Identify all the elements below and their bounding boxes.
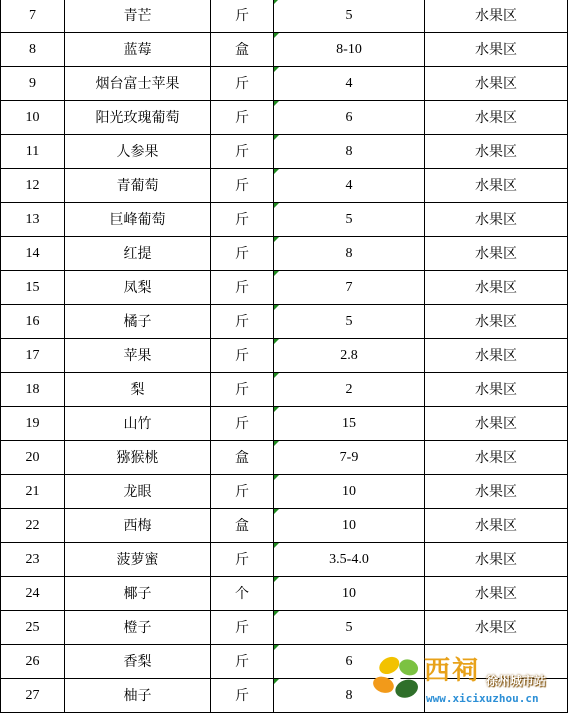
price-cell[interactable]: 5 — [274, 611, 425, 645]
price-cell[interactable]: 15 — [274, 407, 425, 441]
product-name-cell[interactable]: 红提 — [65, 237, 211, 271]
product-name-cell[interactable]: 苹果 — [65, 339, 211, 373]
product-name-cell[interactable]: 龙眼 — [65, 475, 211, 509]
unit-cell[interactable]: 斤 — [211, 543, 274, 577]
row-number-cell[interactable]: 9 — [1, 67, 65, 101]
price-cell[interactable]: 5 — [274, 203, 425, 237]
row-number-cell[interactable]: 22 — [1, 509, 65, 543]
row-number-cell[interactable]: 12 — [1, 169, 65, 203]
product-name-cell[interactable]: 山竹 — [65, 407, 211, 441]
product-name-cell[interactable]: 橘子 — [65, 305, 211, 339]
table-row — [1, 611, 568, 645]
table-row — [1, 543, 568, 577]
table-row — [1, 203, 568, 237]
table-row — [1, 33, 568, 67]
price-cell[interactable]: 10 — [274, 577, 425, 611]
unit-cell[interactable]: 斤 — [211, 67, 274, 101]
unit-cell[interactable]: 盒 — [211, 509, 274, 543]
zone-cell[interactable]: 水果区 — [425, 237, 568, 271]
row-number-cell[interactable]: 20 — [1, 441, 65, 475]
table-row — [1, 509, 568, 543]
product-name-cell[interactable]: 人参果 — [65, 135, 211, 169]
price-cell[interactable]: 8 — [274, 237, 425, 271]
watermark-city: 徐州城市站 — [486, 674, 547, 688]
price-cell[interactable]: 10 — [274, 509, 425, 543]
table-row — [1, 339, 568, 373]
row-number-cell[interactable]: 8 — [1, 33, 65, 67]
unit-cell[interactable]: 斤 — [211, 101, 274, 135]
price-cell[interactable]: 2.8 — [274, 339, 425, 373]
unit-cell[interactable]: 斤 — [211, 611, 274, 645]
product-name-cell[interactable]: 巨峰葡萄 — [65, 203, 211, 237]
zone-cell[interactable]: 水果区 — [425, 611, 568, 645]
table-row — [1, 475, 568, 509]
row-number-cell[interactable]: 27 — [1, 679, 65, 713]
table-row — [1, 373, 568, 407]
product-name-cell[interactable]: 青葡萄 — [65, 169, 211, 203]
unit-cell[interactable]: 斤 — [211, 237, 274, 271]
row-number-cell[interactable]: 19 — [1, 407, 65, 441]
row-number-cell[interactable]: 14 — [1, 237, 65, 271]
row-number-cell[interactable]: 13 — [1, 203, 65, 237]
table-row — [1, 577, 568, 611]
site-watermark — [368, 648, 568, 710]
zone-cell[interactable]: 水果区 — [425, 339, 568, 373]
price-cell[interactable]: 5 — [274, 0, 425, 33]
price-cell[interactable]: 3.5-4.0 — [274, 543, 425, 577]
row-number-cell[interactable]: 26 — [1, 645, 65, 679]
row-number-cell[interactable]: 11 — [1, 135, 65, 169]
unit-cell[interactable]: 斤 — [211, 373, 274, 407]
zone-cell[interactable]: 水果区 — [425, 67, 568, 101]
unit-cell[interactable]: 斤 — [211, 203, 274, 237]
price-cell[interactable]: 8-10 — [274, 33, 425, 67]
zone-cell[interactable]: 水果区 — [425, 543, 568, 577]
watermark-brand: 西祠 — [424, 656, 481, 686]
price-cell[interactable]: 4 — [274, 67, 425, 101]
price-cell[interactable]: 6 — [274, 645, 425, 679]
product-name-cell[interactable]: 烟台富士苹果 — [65, 67, 211, 101]
unit-cell[interactable]: 斤 — [211, 339, 274, 373]
price-cell[interactable]: 10 — [274, 475, 425, 509]
unit-cell[interactable]: 斤 — [211, 169, 274, 203]
price-cell[interactable]: 8 — [274, 135, 425, 169]
zone-cell[interactable]: 水果区 — [425, 305, 568, 339]
zone-cell[interactable]: 水果区 — [425, 135, 568, 169]
product-name-cell[interactable]: 橙子 — [65, 611, 211, 645]
row-number-cell[interactable]: 15 — [1, 271, 65, 305]
unit-cell[interactable]: 斤 — [211, 679, 274, 713]
row-number-cell[interactable]: 18 — [1, 373, 65, 407]
unit-cell[interactable]: 斤 — [211, 135, 274, 169]
flower-logo-icon — [368, 650, 426, 708]
zone-cell[interactable]: 水果区 — [425, 101, 568, 135]
row-number-cell[interactable]: 21 — [1, 475, 65, 509]
price-cell[interactable]: 4 — [274, 169, 425, 203]
product-name-cell[interactable]: 猕猴桃 — [65, 441, 211, 475]
price-cell[interactable]: 2 — [274, 373, 425, 407]
row-number-cell[interactable]: 24 — [1, 577, 65, 611]
unit-cell[interactable]: 斤 — [211, 305, 274, 339]
product-name-cell[interactable]: 西梅 — [65, 509, 211, 543]
product-name-cell[interactable]: 凤梨 — [65, 271, 211, 305]
price-cell[interactable]: 6 — [274, 101, 425, 135]
row-number-cell[interactable]: 17 — [1, 339, 65, 373]
price-cell[interactable]: 7-9 — [274, 441, 425, 475]
watermark-url: www.xicixuzhou.cn — [426, 692, 539, 705]
zone-cell[interactable]: 水果区 — [425, 407, 568, 441]
zone-cell[interactable]: 水果区 — [425, 33, 568, 67]
row-number-cell[interactable]: 10 — [1, 101, 65, 135]
product-name-cell[interactable]: 菠萝蜜 — [65, 543, 211, 577]
row-number-cell[interactable]: 7 — [1, 0, 65, 33]
unit-cell[interactable]: 斤 — [211, 645, 274, 679]
table-row — [1, 135, 568, 169]
unit-cell[interactable]: 个 — [211, 577, 274, 611]
unit-cell[interactable]: 盒 — [211, 441, 274, 475]
unit-cell[interactable]: 斤 — [211, 407, 274, 441]
zone-cell[interactable]: 水果区 — [425, 475, 568, 509]
row-number-cell[interactable]: 25 — [1, 611, 65, 645]
product-name-cell[interactable]: 柚子 — [65, 679, 211, 713]
zone-cell[interactable]: 水果区 — [425, 577, 568, 611]
zone-cell[interactable]: 水果区 — [425, 169, 568, 203]
zone-cell[interactable]: 水果区 — [425, 441, 568, 475]
unit-cell[interactable]: 斤 — [211, 475, 274, 509]
product-name-cell[interactable]: 阳光玫瑰葡萄 — [65, 101, 211, 135]
table-row — [1, 305, 568, 339]
zone-cell[interactable]: 水果区 — [425, 509, 568, 543]
unit-cell[interactable]: 盒 — [211, 33, 274, 67]
zone-cell[interactable]: 水果区 — [425, 0, 568, 33]
product-name-cell[interactable]: 椰子 — [65, 577, 211, 611]
table-row — [1, 0, 568, 33]
table-row — [1, 441, 568, 475]
product-name-cell[interactable]: 香梨 — [65, 645, 211, 679]
table-row — [1, 271, 568, 305]
row-number-cell[interactable]: 23 — [1, 543, 65, 577]
price-cell[interactable]: 5 — [274, 305, 425, 339]
table-row — [1, 67, 568, 101]
unit-cell[interactable]: 斤 — [211, 0, 274, 33]
unit-cell[interactable]: 斤 — [211, 271, 274, 305]
zone-cell[interactable]: 水果区 — [425, 271, 568, 305]
row-number-cell[interactable]: 16 — [1, 305, 65, 339]
product-name-cell[interactable]: 蓝莓 — [65, 33, 211, 67]
product-name-cell[interactable]: 梨 — [65, 373, 211, 407]
table-row — [1, 237, 568, 271]
table-row — [1, 169, 568, 203]
zone-cell[interactable]: 水果区 — [425, 203, 568, 237]
price-cell[interactable]: 7 — [274, 271, 425, 305]
price-cell[interactable]: 8 — [274, 679, 425, 713]
table-row — [1, 407, 568, 441]
table-row — [1, 101, 568, 135]
zone-cell[interactable]: 水果区 — [425, 373, 568, 407]
price-table-body — [1, 0, 568, 713]
product-name-cell[interactable]: 青芒 — [65, 0, 211, 33]
